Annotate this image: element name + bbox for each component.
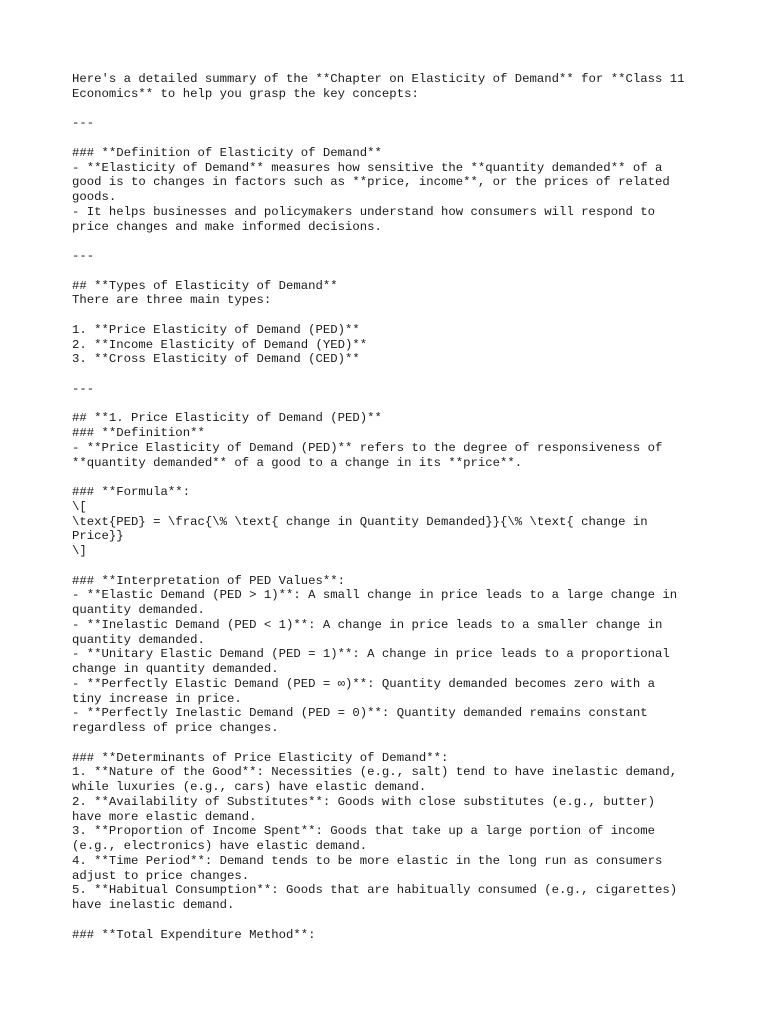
text-line: goods. <box>72 190 117 204</box>
text-line: - **Price Elasticity of Demand (PED)** refers to the degree of responsiveness of <box>72 440 663 455</box>
text-line: quantity demanded. <box>72 603 205 617</box>
text-line: have inelastic demand. <box>72 898 235 912</box>
text-line: **quantity demanded** of a good to a change in its **price**. <box>72 455 523 470</box>
text-line <box>72 559 712 574</box>
horizontal-rule: --- <box>72 381 95 396</box>
text-line: tiny increase in price. <box>72 691 242 706</box>
text-line: (e.g., electronics) have elastic demand. <box>72 839 368 853</box>
text-line <box>72 913 712 928</box>
list-item: 3. **Cross Elasticity of Demand (CED)** <box>72 352 360 367</box>
text-line: Here's a detailed summary of the **Chapter on Elasticity of Demand** for **Class 11 <box>72 72 685 86</box>
text-line <box>72 234 712 249</box>
subsection-heading: ### **Total Expenditure Method**: <box>72 927 316 942</box>
subsection-heading: ### **Interpretation of PED Values**: <box>72 573 346 588</box>
list-item: - **Inelastic Demand (PED < 1)**: A change in price leads to a smaller change in <box>72 617 663 632</box>
text-line: price changes and make informed decisions. <box>72 219 382 234</box>
formula-line: \] <box>72 544 87 558</box>
text-line: - **Elasticity of Demand** measures how sensitive the **quantity demanded** of a <box>72 160 663 175</box>
list-item: - **Perfectly Inelastic Demand (PED = 0)**: Quantity demanded remains constant <box>72 706 648 721</box>
list-item: - **Unitary Elastic Demand (PED = 1)**: A change in price leads to a proportional <box>72 647 670 662</box>
subsection-heading: ### **Definition** <box>72 426 205 440</box>
text-line <box>72 102 712 117</box>
text-line: quantity demanded. <box>72 632 205 647</box>
text-line: - It helps businesses and policymakers understand how consumers will respond to <box>72 204 655 219</box>
text-line: regardless of price changes. <box>72 721 279 735</box>
text-line: Economics** to help you grasp the key concepts: <box>72 86 419 101</box>
document-page <box>72 72 712 942</box>
text-line: adjust to price changes. <box>72 868 250 883</box>
list-item: 4. **Time Period**: Demand tends to be more elastic in the long run as consumers <box>72 853 663 868</box>
formula-line: \text{PED} = \frac{\% \text{ change in Quantity Demanded}}{\% \text{ change in <box>72 514 648 529</box>
list-item: 1. **Nature of the Good**: Necessities (e.g., salt) tend to have inelastic demand, <box>72 765 678 780</box>
text-line: good is to changes in factors such as **price, income**, or the prices of related <box>72 175 670 190</box>
list-item: - **Elastic Demand (PED > 1)**: A small change in price leads to a large change in <box>72 588 678 603</box>
subsection-heading: ### **Formula**: <box>72 485 191 499</box>
text-line: There are three main types: <box>72 293 272 308</box>
text-line <box>72 397 712 412</box>
subsection-heading: ### **Determinants of Price Elasticity of Demand**: <box>72 750 449 765</box>
text-line <box>72 308 712 323</box>
text-line: change in quantity demanded. <box>72 662 279 676</box>
section-heading: ### **Definition of Elasticity of Demand** <box>72 145 382 160</box>
list-item: 2. **Availability of Substitutes**: Goods with close substitutes (e.g., butter) <box>72 794 655 809</box>
list-item: 3. **Proportion of Income Spent**: Goods that take up a large portion of income <box>72 824 655 839</box>
text-line <box>72 367 712 382</box>
text-line <box>72 264 712 279</box>
text-line: while luxuries (e.g., cars) have elastic demand. <box>72 780 427 794</box>
list-item: 2. **Income Elasticity of Demand (YED)** <box>72 337 368 352</box>
horizontal-rule: --- <box>72 116 95 131</box>
list-item: - **Perfectly Elastic Demand (PED = ∞)**: Quantity demanded becomes zero with a <box>72 676 655 691</box>
text-line: have more elastic demand. <box>72 809 257 824</box>
list-item: 5. **Habitual Consumption**: Goods that are habitually consumed (e.g., cigarettes) <box>72 883 678 898</box>
formula-line: Price}} <box>72 529 124 544</box>
text-line <box>72 736 712 751</box>
list-item: 1. **Price Elasticity of Demand (PED)** <box>72 322 360 337</box>
horizontal-rule: --- <box>72 249 95 263</box>
text-line <box>72 470 712 485</box>
section-heading: ## **Types of Elasticity of Demand** <box>72 278 338 293</box>
section-heading: ## **1. Price Elasticity of Demand (PED)** <box>72 411 382 426</box>
formula-line: \[ <box>72 499 87 514</box>
text-line <box>72 131 712 146</box>
